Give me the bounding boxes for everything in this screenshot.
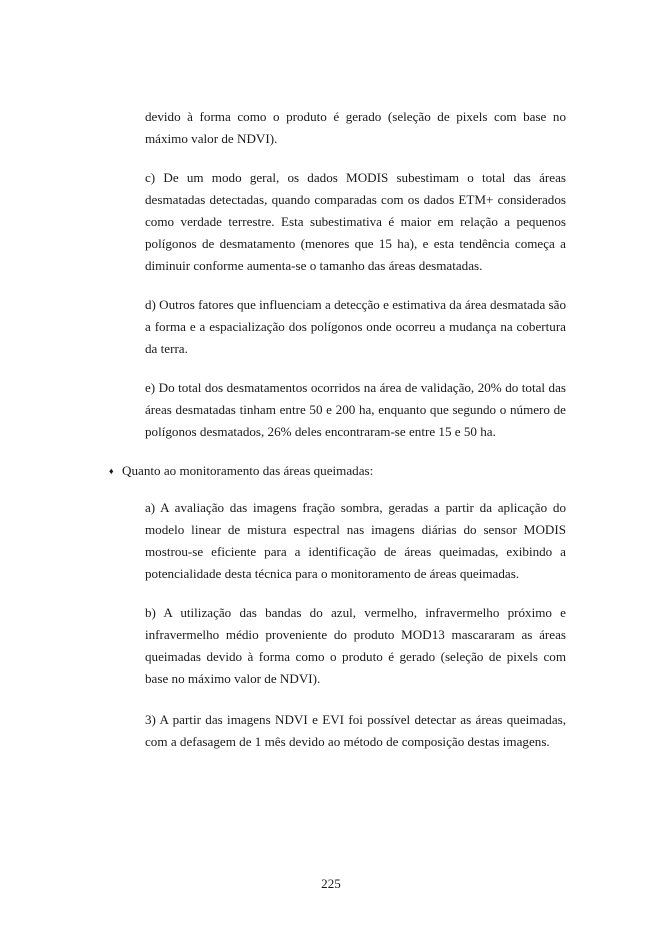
paragraph-burn-b: b) A utilização das bandas do azul, vermelho, infravermelho próximo e infravermelho médio proveniente do produto MOD13 mascararam as áreas queimadas devido à forma como o produto é gerado (seleção de pixels com base no máximo valor de NDVI).: [145, 605, 566, 686]
paragraph-continuation: devido à forma como o produto é gerado (seleção de pixels com base no máximo valor de NDVI).: [145, 109, 566, 146]
paragraph-item-e: e) Do total dos desmatamentos ocorridos na área de validação, 20% do total das áreas desmatadas tinham entre 50 e 200 ha, enquanto que segundo o número de polígonos desmatados, 26% deles encontraram-se entre 15 e 50 ha.: [145, 380, 566, 439]
section-heading-burned-areas: [109, 460, 373, 482]
paragraph-item-d: d) Outros fatores que influenciam a detecção e estimativa da área desmatada são a forma e a espacialização dos polígonos onde ocorreu a mudança na cobertura da terra.: [145, 297, 566, 356]
diamond-bullet-icon: ♦: [109, 466, 114, 476]
section-heading-text: Quanto ao monitoramento das áreas queimadas:: [122, 463, 374, 478]
paragraph-burn-a: a) A avaliação das imagens fração sombra, geradas a partir da aplicação do modelo linear de mistura espectral nas imagens diárias do sensor MODIS mostrou-se eficiente para a identificação de áreas queimadas, exibindo a potencialidade desta técnica para o monitoramento de áreas queimadas.: [145, 500, 566, 581]
page-number: 225: [321, 876, 341, 891]
paragraph-item-c: c) De um modo geral, os dados MODIS subestimam o total das áreas desmatadas detectadas, quando comparadas com os dados ETM+ considerados como verdade terrestre. Esta subestimativa é maior em relação a pequenos polígonos de desmatamento (menores que 15 ha), e esta tendência começa a diminuir conforme aumenta-se o tamanho das áreas desmatadas.: [145, 170, 566, 273]
paragraph-burn-3: 3) A partir das imagens NDVI e EVI foi possível detectar as áreas queimadas, com a defasagem de 1 mês devido ao método de composição destas imagens.: [145, 712, 566, 749]
